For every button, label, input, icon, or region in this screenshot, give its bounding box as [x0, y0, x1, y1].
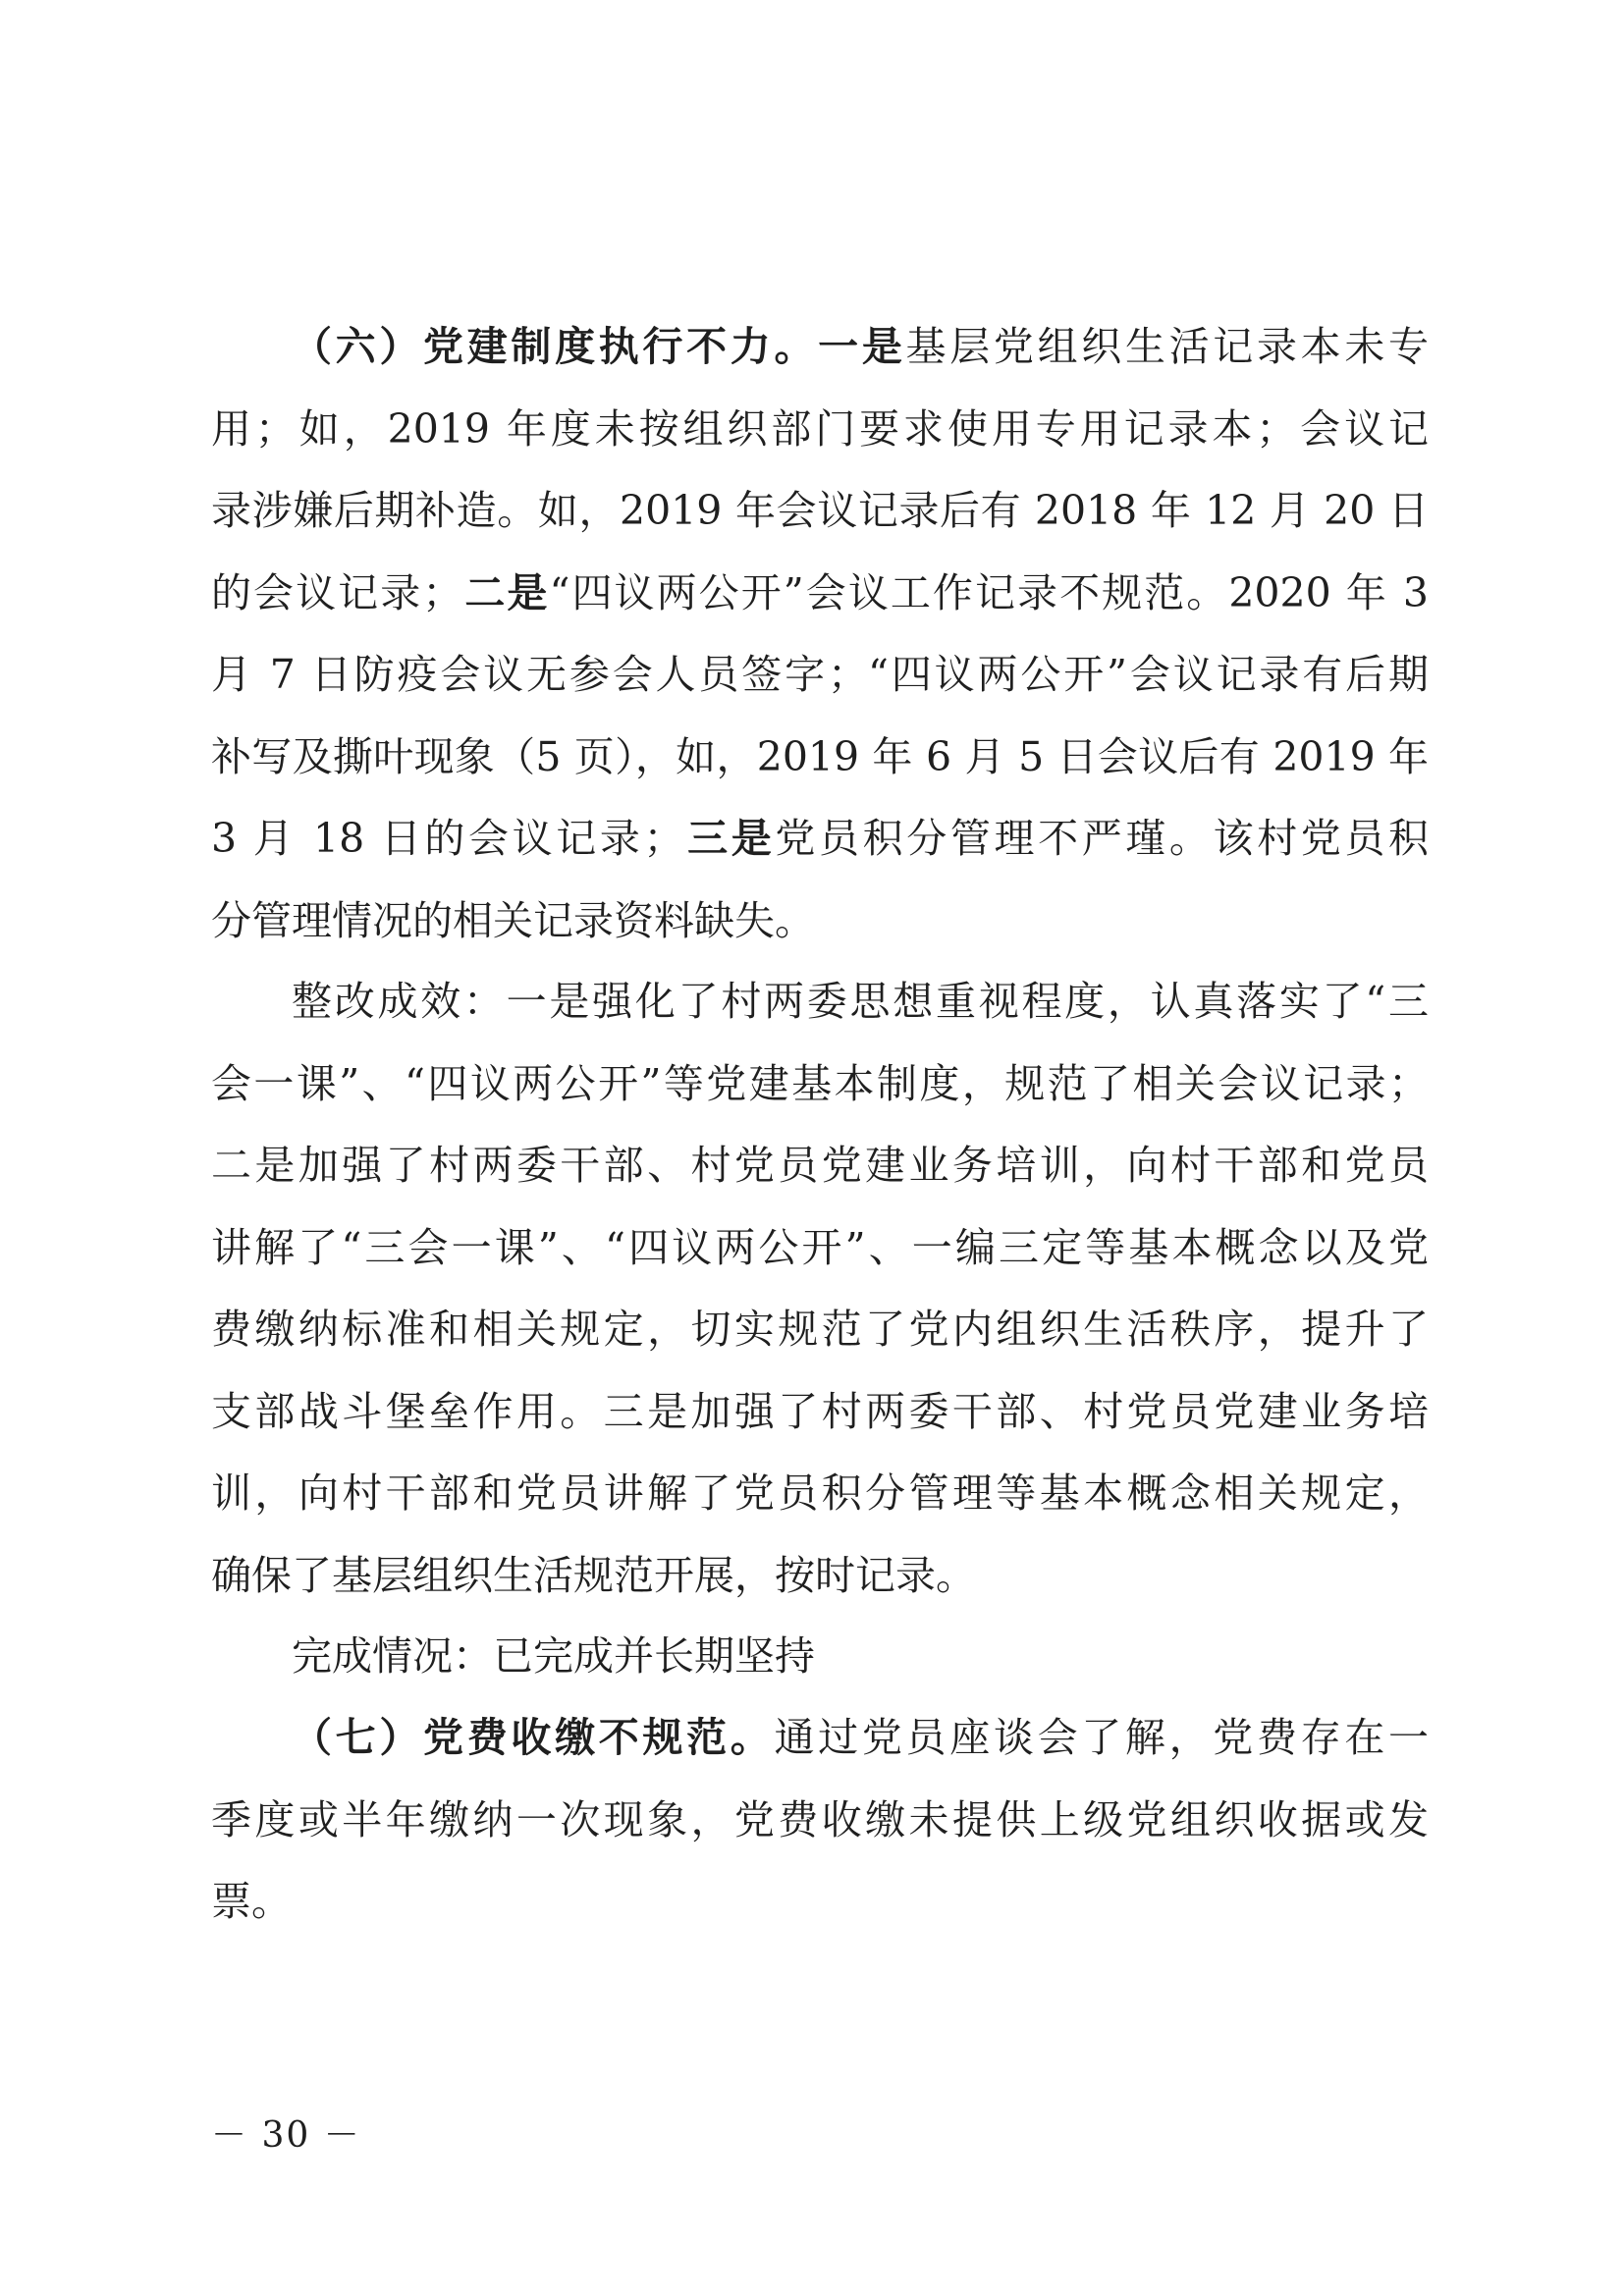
- text-run: 通过党员座谈会了解，党费存在一: [774, 1714, 1430, 1761]
- completion-status-paragraph: [211, 1616, 1429, 1698]
- paragraph-line: [211, 553, 1429, 635]
- text-run: 党员积分管理不严瑾。该村党员积: [775, 815, 1430, 862]
- text-run: 票。: [211, 1878, 292, 1925]
- section-6-paragraph: [211, 306, 1429, 962]
- rectification-paragraph: [211, 961, 1429, 1617]
- text-run: 补写及撕叶现象（5 页），如，2019 年 6 月 5 日会议后有 2019 年: [211, 732, 1429, 780]
- paragraph-line: [211, 389, 1429, 471]
- completion-status: 完成情况：已完成并长期坚持: [292, 1632, 815, 1680]
- item-marker-second: 二是: [462, 568, 550, 616]
- paragraph-line: 会一课”、“四议两公开”等党建基本制度，规范了相关会议记录；: [211, 1059, 1429, 1107]
- paragraph-line: [211, 881, 1429, 963]
- paragraph-line: [211, 1697, 1429, 1780]
- text-run: 分管理情况的相关记录资料缺失。: [211, 896, 815, 944]
- section-6-heading: （六）党建制度执行不力。: [292, 323, 819, 370]
- text-run: 的会议记录；: [211, 568, 463, 616]
- item-marker-first: 一是: [818, 323, 906, 370]
- paragraph-line: [211, 470, 1429, 553]
- paragraph-line: 支部战斗堡垒作用。三是加强了村两委干部、村党员党建业务培: [211, 1387, 1429, 1435]
- item-marker-third: 三是: [683, 815, 776, 862]
- text-run: 基层党组织生活记录本未专: [905, 323, 1430, 370]
- paragraph-line: 确保了基层组织生活规范开展，按时记录。: [211, 1551, 976, 1599]
- paragraph-line: 费缴纳标准和相关规定，切实规范了党内组织生活秩序，提升了: [211, 1306, 1429, 1353]
- paragraph-line: [211, 306, 1429, 389]
- paragraph-line: [211, 798, 1429, 881]
- text-run: 录涉嫌后期补造。如，2019 年会议记录后有 2018 年 12 月 20 日: [211, 487, 1429, 534]
- text-run: 月 7 日防疫会议无参会人员签字；“四议两公开”会议记录有后期: [211, 651, 1429, 698]
- section-7-paragraph: [211, 1697, 1429, 1944]
- paragraph-line: 整改成效：一是强化了村两委思想重视程度，认真落实了“三: [292, 978, 1429, 1025]
- paragraph-line: [211, 1861, 1429, 1944]
- section-7-heading: （七）党费收缴不规范。: [292, 1714, 775, 1761]
- text-run: 季度或半年缴纳一次现象，党费收缴未提供上级党组织收据或发: [211, 1795, 1429, 1843]
- paragraph-line: [211, 634, 1429, 717]
- text-run: 3 月 18 日的会议记录；: [211, 815, 684, 862]
- text-run: “四议两公开”会议工作记录不规范。2020 年 3: [549, 568, 1429, 616]
- paragraph-line: [211, 717, 1429, 799]
- paragraph-line: [211, 1780, 1429, 1862]
- page-number: － 30 －: [211, 2115, 361, 2156]
- paragraph-line: 二是加强了村两委干部、村党员党建业务培训，向村干部和党员: [211, 1142, 1429, 1189]
- paragraph-line: 训，向村干部和党员讲解了党员积分管理等基本概念相关规定，: [211, 1469, 1429, 1517]
- text-run: 用；如，2019 年度未按组织部门要求使用专用记录本；会议记: [211, 404, 1429, 453]
- paragraph-line: 讲解了“三会一课”、“四议两公开”、一编三定等基本概念以及党: [211, 1223, 1429, 1271]
